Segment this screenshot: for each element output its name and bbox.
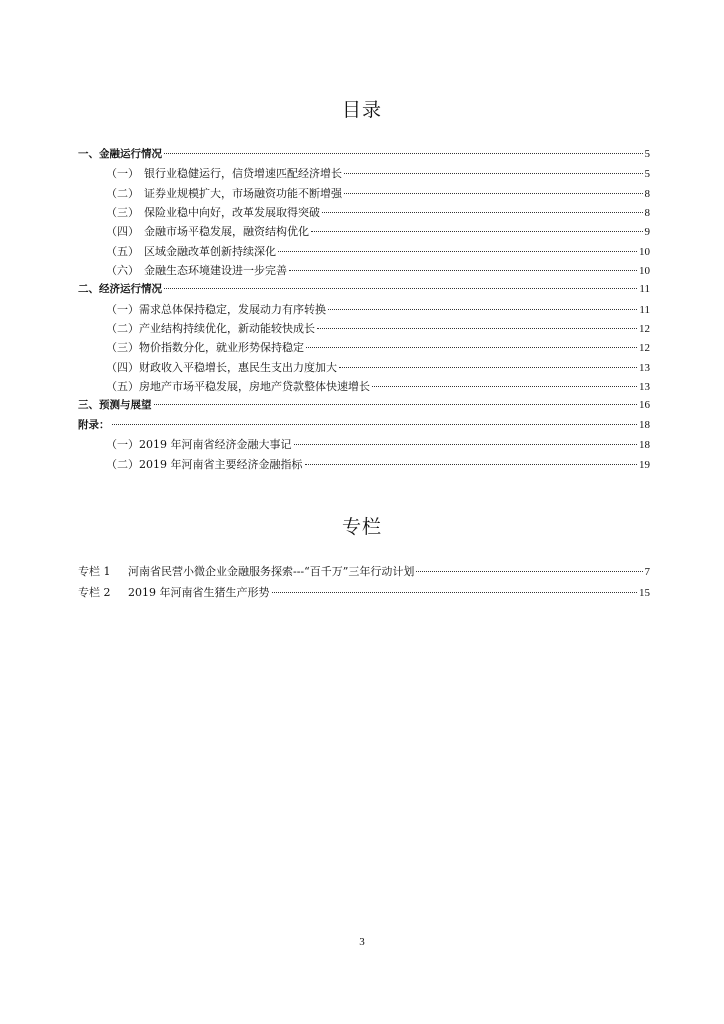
toc-entry-page: 11 — [639, 303, 650, 316]
dot-leader — [294, 444, 638, 445]
dot-leader — [112, 424, 638, 425]
toc-entry-page: 11 — [639, 283, 650, 296]
toc-entry-title: 区域金融改革创新持续深化 — [144, 244, 276, 258]
column-entry-title: 2019 年河南省生猪生产形势 — [128, 585, 270, 599]
toc-entry[interactable] — [78, 378, 650, 397]
toc-entry-page: 10 — [639, 245, 650, 258]
toc-entry-page: 16 — [639, 399, 650, 412]
toc-entry-number: （五） — [106, 380, 139, 394]
toc-entry-number: （一） — [106, 302, 139, 316]
toc-entry-number: （四） — [106, 225, 139, 239]
toc-entry-title: 财政收入平稳增长，惠民生支出力度加大 — [139, 360, 337, 374]
dot-leader — [372, 386, 637, 387]
toc-entry[interactable] — [78, 281, 650, 300]
toc-entry[interactable] — [78, 146, 650, 165]
toc-entry-number: （二） — [106, 186, 139, 200]
toc-entry-number: （一） — [106, 167, 139, 181]
toc-entry[interactable] — [78, 204, 650, 223]
toc-entry[interactable] — [78, 397, 650, 416]
toc-entry[interactable] — [78, 456, 650, 475]
column-entry[interactable] — [78, 563, 650, 584]
toc-entry-number: （四） — [106, 360, 139, 374]
toc-entry-page: 18 — [639, 439, 650, 452]
dot-leader — [305, 464, 638, 465]
toc-entry-title: 银行业稳健运行，信贷增速匹配经济增长 — [144, 167, 342, 181]
toc-entry-page: 12 — [639, 323, 650, 336]
dot-leader — [311, 231, 643, 232]
toc-entry[interactable] — [78, 301, 650, 320]
dot-leader — [322, 212, 643, 213]
toc-entry-number: （二） — [106, 457, 139, 471]
toc-entry-title: 产业结构持续优化，新动能较快成长 — [139, 322, 315, 336]
toc-entry-title: 2019 年河南省主要经济金融指标 — [139, 457, 303, 471]
toc-entry[interactable] — [78, 359, 650, 378]
toc-entry[interactable] — [78, 223, 650, 242]
toc-entry-number: （一） — [106, 438, 139, 452]
toc-entry-number: （五） — [106, 244, 139, 258]
dot-leader — [154, 404, 638, 405]
column-entry-number: 专栏 2 — [78, 585, 111, 599]
column-entry-number: 专栏 1 — [78, 565, 111, 578]
toc-entry-page: 8 — [644, 187, 650, 200]
toc-list — [78, 146, 650, 475]
toc-entry-page: 5 — [644, 168, 650, 181]
toc-entry[interactable] — [78, 243, 650, 262]
toc-entry[interactable] — [78, 262, 650, 281]
toc-entry[interactable] — [78, 165, 650, 184]
toc-entry[interactable] — [78, 436, 650, 455]
page-number: 3 — [359, 936, 365, 948]
toc-entry-title: 2019 年河南省经济金融大事记 — [139, 438, 292, 452]
toc-entry-number: （六） — [106, 264, 139, 278]
toc-entry-page: 10 — [639, 265, 650, 278]
dot-leader — [328, 309, 637, 310]
toc-entry-title: 金融市场平稳发展，融资结构优化 — [144, 225, 309, 239]
toc-entry-title: 需求总体保持稳定，发展动力有序转换 — [139, 302, 326, 316]
toc-entry-page: 5 — [644, 148, 650, 160]
toc-entry[interactable] — [78, 320, 650, 339]
toc-entry-page: 8 — [644, 207, 650, 220]
columns-title: 专栏 — [341, 516, 382, 538]
toc-entry[interactable] — [78, 417, 650, 436]
column-entry-title: 河南省民营小微企业金融服务探索---“百千万”三年行动计划 — [128, 565, 415, 578]
toc-entry-number: （三） — [106, 341, 139, 355]
toc-entry-title: 附录： — [78, 418, 110, 431]
toc-entry-number: （二） — [106, 322, 139, 336]
dot-leader — [344, 173, 643, 174]
toc-entry[interactable] — [78, 339, 650, 358]
toc-entry-page: 18 — [639, 418, 650, 431]
column-entry-page: 7 — [644, 566, 650, 578]
toc-entry[interactable] — [78, 185, 650, 204]
toc-entry-page: 12 — [639, 342, 650, 355]
dot-leader — [339, 367, 637, 368]
column-entry[interactable] — [78, 584, 650, 605]
column-entry-page: 15 — [639, 586, 650, 599]
toc-entry-title: 证券业规模扩大，市场融资功能不断增强 — [144, 186, 342, 200]
toc-entry-page: 13 — [639, 381, 650, 394]
toc-entry-number: （三） — [106, 206, 139, 220]
dot-leader — [344, 193, 643, 194]
toc-entry-title: 一、金融运行情况 — [78, 148, 162, 160]
toc-entry-page: 19 — [639, 458, 650, 471]
toc-entry-title: 金融生态环境建设进一步完善 — [144, 264, 287, 278]
dot-leader — [164, 153, 643, 154]
toc-title: 目录 — [341, 99, 382, 121]
dot-leader — [272, 592, 638, 593]
dot-leader — [164, 288, 637, 289]
toc-entry-page: 13 — [639, 361, 650, 374]
dot-leader — [278, 251, 637, 252]
dot-leader — [416, 571, 642, 572]
columns-list — [78, 563, 650, 604]
toc-entry-page: 9 — [644, 226, 650, 239]
toc-entry-title: 二、经济运行情况 — [78, 283, 162, 296]
toc-entry-title: 保险业稳中向好，改革发展取得突破 — [144, 206, 320, 220]
toc-entry-title: 房地产市场平稳发展，房地产贷款整体快速增长 — [139, 380, 370, 394]
dot-leader — [306, 347, 637, 348]
dot-leader — [317, 328, 637, 329]
toc-entry-title: 物价指数分化，就业形势保持稳定 — [139, 341, 304, 355]
dot-leader — [289, 270, 637, 271]
toc-entry-title: 三、预测与展望 — [78, 399, 152, 412]
